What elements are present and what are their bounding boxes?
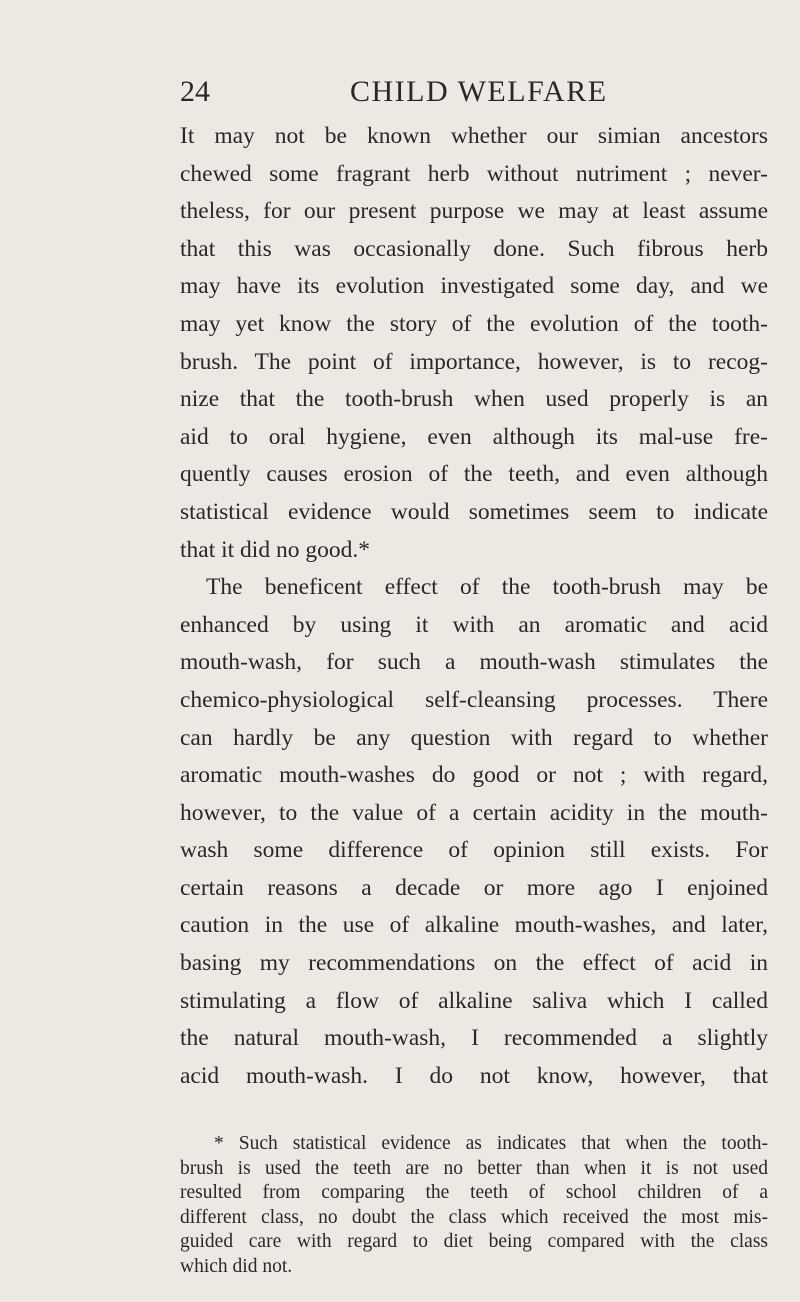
footnote-line: brush is used the teeth are no better than when it is not used xyxy=(180,1157,768,1179)
body-line: chemico-physiological self-cleansing processes. There xyxy=(180,686,768,713)
body-line: that this was occasionally done. Such fibrous herb xyxy=(180,235,768,262)
body-line: however, to the value of a certain acidity in the mouth- xyxy=(180,799,768,826)
body-line: mouth-wash, for such a mouth-wash stimulates the xyxy=(180,649,768,676)
body-line: nize that the tooth-brush when used properly is an xyxy=(180,386,768,413)
body-line: stimulating a flow of alkaline saliva which I called xyxy=(180,987,768,1014)
body-line: the natural mouth-wash, I recommended a slightly xyxy=(180,1025,768,1052)
body-line: theless, for our present purpose we may at least assume xyxy=(180,198,768,225)
body-line: enhanced by using it with an aromatic and acid xyxy=(180,611,768,638)
body-line: wash some difference of opinion still exists. For xyxy=(180,837,768,864)
page-header xyxy=(180,72,768,112)
body-line: aid to oral hygiene, even although its mal-use fre- xyxy=(180,423,768,450)
body-line: The beneficent effect of the tooth-brush may be xyxy=(206,574,768,601)
footnote-line: resulted from comparing the teeth of school children of a xyxy=(180,1182,768,1204)
footnote xyxy=(180,1132,768,1280)
body-line: basing my recommendations on the effect of acid in xyxy=(180,950,768,977)
running-head: CHILD WELFARE xyxy=(350,75,608,108)
footnote-line: * Such statistical evidence as indicates that when the tooth- xyxy=(214,1133,768,1154)
body-line: may yet know the story of the evolution of the tooth- xyxy=(180,310,768,337)
body-line: that it did no good.* xyxy=(180,536,370,563)
body-line: brush. The point of importance, however, is to recog- xyxy=(180,348,768,375)
footnote-line: different class, no doubt the class which received the most mis- xyxy=(180,1206,768,1228)
footnote-line: which did not. xyxy=(180,1255,293,1277)
body-line: acid mouth-wash. I do not know, however, that xyxy=(180,1062,768,1089)
body-line: It may not be known whether our simian ancestors xyxy=(180,123,768,149)
body-line: caution in the use of alkaline mouth-washes, and later, xyxy=(180,912,768,939)
body-line: statistical evidence would sometimes seem to indicate xyxy=(180,498,768,525)
body-line: may have its evolution investigated some day, and we xyxy=(180,273,768,300)
body-line: chewed some fragrant herb without nutriment ; never- xyxy=(180,160,768,187)
page-number: 24 xyxy=(180,75,210,108)
body-line: quently causes erosion of the teeth, and even although xyxy=(180,461,768,488)
body-line: aromatic mouth-washes do good or not ; with regard, xyxy=(180,762,768,789)
footnote-line: guided care with regard to diet being compared with the class xyxy=(180,1231,768,1253)
body-text xyxy=(180,118,768,1095)
body-line: can hardly be any question with regard to whether xyxy=(180,724,768,751)
body-line: certain reasons a decade or more ago I enjoined xyxy=(180,874,768,901)
